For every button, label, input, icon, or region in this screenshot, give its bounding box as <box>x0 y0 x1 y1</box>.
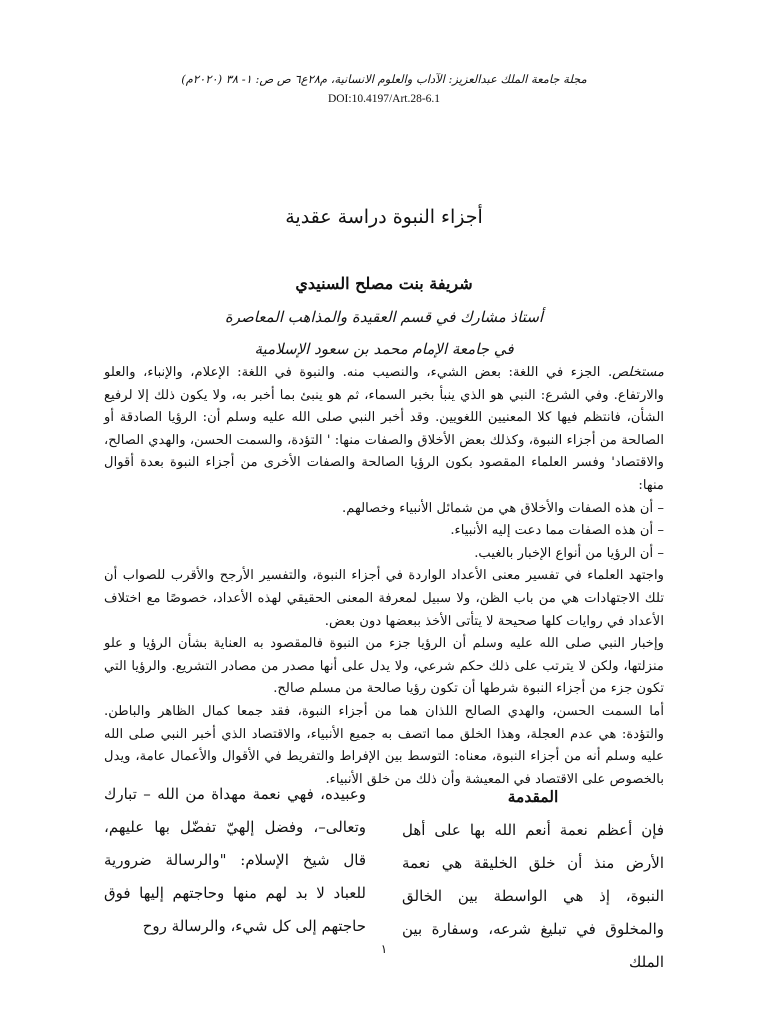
abstract-paragraph-2: واجتهد العلماء في تفسير معنى الأعداد الواردة في أجزاء النبوة، والتفسير الأرجح والأقرب للصواب أن تلك الاجتهادات هي من باب الظن، ولا سبيل لمعرفة المعنى الحقيقي لهذه الأعداد، خصوصًا مع اختلاف الأعداد في روايات كلها صحيحة لا يتأتى الأخذ ببعضها دون بعض. <box>104 568 664 629</box>
journal-citation: مجلة جامعة الملك عبدالعزيز: الآداب والعلوم الانسانية، م٢٨ع٦ ص ص: ١- ٣٨ (٢٠٢٠م) <box>181 72 587 86</box>
author-name: شريفة بنت مصلح السنيدي <box>295 274 473 293</box>
doi[interactable]: DOI:10.4197/Art.28-6.1 <box>327 93 441 105</box>
page-number: ١ <box>380 942 388 956</box>
abstract <box>104 362 664 791</box>
abstract-paragraph-3: وإخبار النبي صلى الله عليه وسلم أن الرؤيا جزء من النبوة فالمقصود به العناية بشأن الرؤيا و علو منزلتها، ولكن لا يترتب على ذلك حكم شرعي، ولا يدل على أنها مصدر من مصادر التشريع. والرؤيا التي تكون جزء من أجزاء النبوة شرطها أن تكون رؤيا صالحة من مسلم صالح. <box>104 636 664 697</box>
intro-text-right: فإن أعظم نعمة أنعم الله بها على أهل الأرض منذ أن خلق الخليقة هي نعمة النبوة، إذ هي الواسطة بين الخالق والمخلوق في تبليغ شرعه، وسفارة بين الملك <box>402 821 664 971</box>
abstract-bullet-3: – أن الرؤيا من أنواع الإخبار بالغيب. <box>474 545 664 561</box>
abstract-bullet-2: – أن هذه الصفات مما دعت إليه الأنبياء. <box>450 523 664 539</box>
author-affiliation-dept: أستاذ مشارك في قسم العقيدة والمذاهب المعاصرة <box>224 308 544 326</box>
intro-text-left: وعبيده، فهي نعمة مهداة من الله – تبارك وتعالى–، وفضل إلهيّ تفضّل بها عليهم، قال شيخ الإسلام: "والرسالة ضرورية للعباد لا بد لهم منها وحاجتهم إليها فوق حاجتهم إلى كل شيء، والرسالة روح <box>104 785 366 935</box>
author-affiliation-university: في جامعة الإمام محمد بن سعود الإسلامية <box>254 340 514 358</box>
abstract-bullet-1: – أن هذه الصفات والأخلاق هي من شمائل الأنبياء وخصالهم. <box>342 500 664 516</box>
paper-title: أجزاء النبوة دراسة عقدية <box>285 206 483 228</box>
abstract-paragraph-4: أما السمت الحسن، والهدي الصالح اللذان هما من أجزاء النبوة، فقد جمعا كمال الظاهر والباطن. والتؤدة: هي عدم العجلة، وهذا الخلق مما اتصف به جميع الأنبياء، والاقتصاد الذي أخبر النبي صلى الله عليه وسلم أنه من أجزاء النبوة، معناه: التوسط بين الإفراط والتفريط في الأقوال والأعمال عامة، ويدل بالخصوص على الاقتصاد في المعيشة وأن ذلك من خلق الأنبياء. <box>104 703 664 787</box>
intro-heading: المقدمة <box>507 787 559 806</box>
abstract-paragraph-1: مستخلص. الجزء في اللغة: بعض الشيء، والنصيب منه. والنبوة في اللغة: الإعلام، والإنباء، والعلو والارتفاع. وفي الشرع: النبي هو الذي ينبأ بخبر السماء، ثم هو ينبئ بما أخبر به، ولا يكون ذلك إلا لرفيع الشأن، فانتظم فيها كلا المعنيين اللغويين. وقد أخبر النبي صلى الله عليه وسلم أن: الرؤيا الصادقة أو الصالحة من أجزاء النبوة، وكذلك بعض الأخلاق والصفات منها: ' التؤدة، والسمت الحسن، والهدي الصالح، والاقتصاد' وفسر العلماء المقصود بكون الرؤيا الصالحة والصفات الأخرى من أجزاء النبوة بعدة أقوال منها: <box>104 365 664 493</box>
abstract-label: مستخلص. <box>607 365 664 380</box>
